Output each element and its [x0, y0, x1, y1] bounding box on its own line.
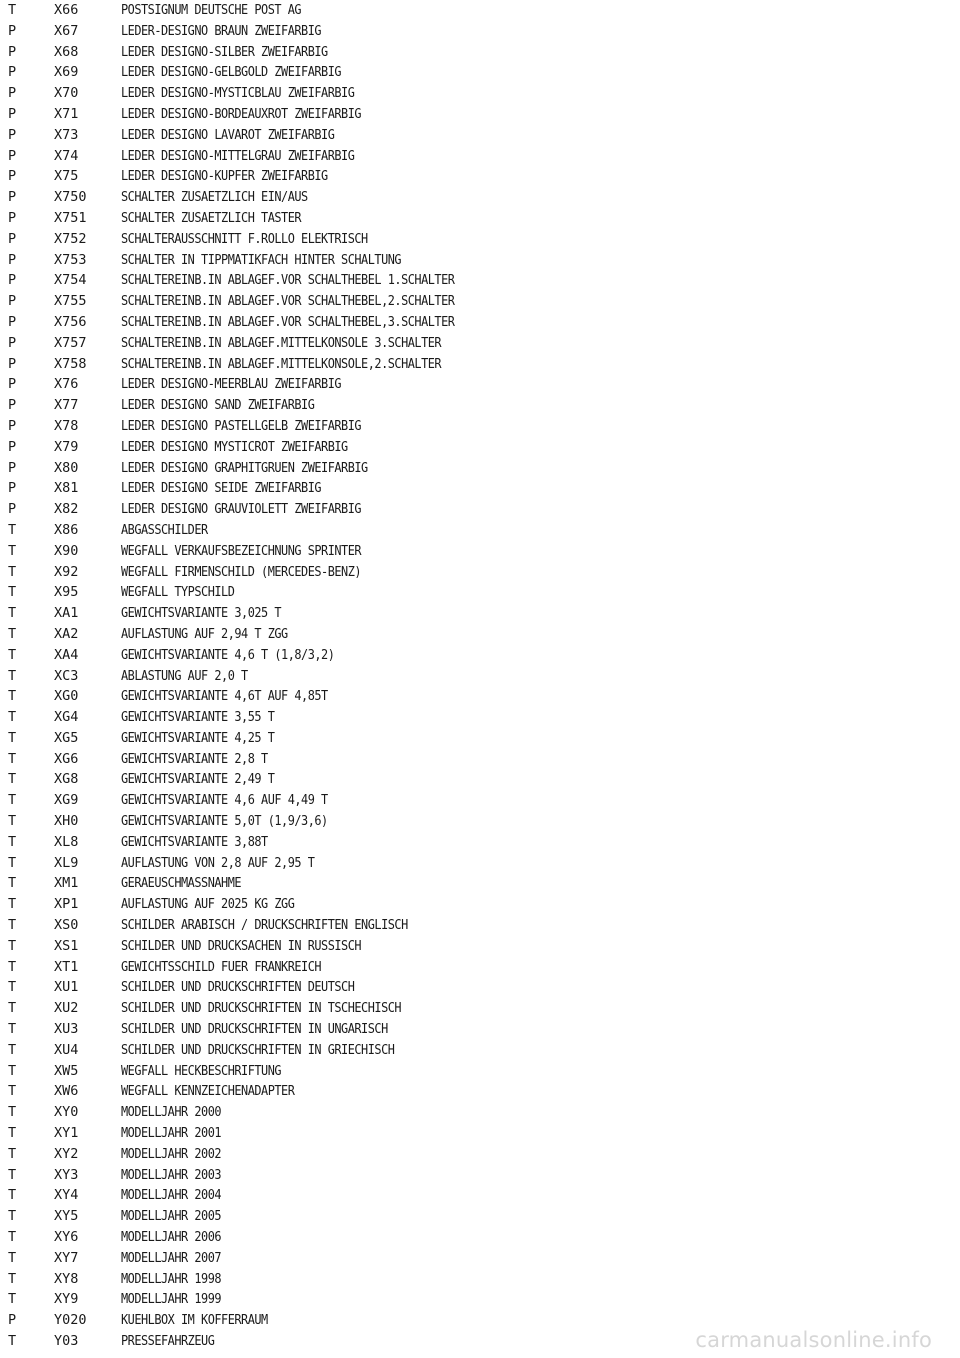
list-item — [0, 666, 960, 687]
list-item — [0, 998, 960, 1019]
option-code: XY1 — [54, 1125, 79, 1142]
code-type: T — [8, 1249, 17, 1266]
option-description: WEGFALL HECKBESCHRIFTUNG — [121, 1062, 282, 1079]
option-code: XY6 — [54, 1229, 79, 1246]
list-item — [0, 811, 960, 832]
code-type: T — [8, 917, 17, 934]
option-code: XT1 — [54, 958, 79, 975]
list-item — [0, 1144, 960, 1165]
option-description: GEWICHTSVARIANTE 4,6 T (1,8/3,2) — [121, 646, 335, 663]
option-description: LEDER DESIGNO-MEERBLAU ZWEIFARBIG — [121, 376, 342, 393]
option-code: XY2 — [54, 1145, 79, 1162]
option-code: X73 — [54, 126, 79, 143]
list-item — [0, 1019, 960, 1040]
list-item — [0, 125, 960, 146]
watermark: carmanualsonline.info — [695, 1328, 932, 1352]
code-type: T — [8, 1208, 17, 1225]
option-description: MODELLJAHR 2005 — [121, 1208, 222, 1225]
list-item — [0, 250, 960, 271]
code-type: T — [8, 896, 17, 913]
option-description: AUFLASTUNG AUF 2025 KG ZGG — [121, 896, 295, 913]
option-code: XW6 — [54, 1083, 79, 1100]
code-type: T — [8, 2, 17, 18]
option-code: X756 — [54, 313, 87, 330]
option-code: X754 — [54, 272, 87, 289]
code-type: P — [8, 209, 17, 226]
option-description: SCHALTER ZUSAETZLICH TASTER — [121, 209, 302, 226]
code-type: T — [8, 646, 17, 663]
option-code: XA2 — [54, 625, 79, 642]
option-description: POSTSIGNUM DEUTSCHE POST AG — [121, 2, 302, 18]
list-item — [0, 499, 960, 520]
list-item — [0, 790, 960, 811]
option-description: MODELLJAHR 2006 — [121, 1229, 222, 1246]
code-type: T — [8, 1270, 17, 1287]
code-type: P — [8, 480, 17, 497]
list-item — [0, 562, 960, 583]
option-description: SCHILDER UND DRUCKSCHRIFTEN DEUTSCH — [121, 979, 355, 996]
list-item — [0, 853, 960, 874]
option-code: Y020 — [54, 1312, 87, 1329]
code-type: T — [8, 771, 17, 788]
code-type: T — [8, 1291, 17, 1308]
option-code: XY4 — [54, 1187, 79, 1204]
code-type: T — [8, 521, 17, 538]
code-type: T — [8, 542, 17, 559]
option-description: SCHALTER ZUSAETZLICH EIN/AUS — [121, 189, 308, 206]
code-type: T — [8, 1166, 17, 1183]
option-code: XA1 — [54, 605, 79, 622]
code-type: P — [8, 272, 17, 289]
code-type: P — [8, 459, 17, 476]
option-description: GEWICHTSVARIANTE 2,8 T — [121, 750, 268, 767]
option-code: XL8 — [54, 833, 79, 850]
option-code: XC3 — [54, 667, 79, 684]
option-description: LEDER DESIGNO SEIDE ZWEIFARBIG — [121, 480, 322, 497]
option-description: ABGASSCHILDER — [121, 521, 208, 538]
list-item — [0, 582, 960, 603]
option-description: LEDER DESIGNO LAVAROT ZWEIFARBIG — [121, 126, 335, 143]
code-type: P — [8, 64, 17, 81]
code-type: P — [8, 22, 17, 39]
option-description: SCHILDER UND DRUCKSACHEN IN RUSSISCH — [121, 937, 362, 954]
option-code: X70 — [54, 85, 79, 102]
option-code: XM1 — [54, 875, 79, 892]
option-description: GEWICHTSVARIANTE 5,0T (1,9/3,6) — [121, 813, 328, 830]
option-description: LEDER-DESIGNO BRAUN ZWEIFARBIG — [121, 22, 322, 39]
option-description: PRESSEFAHRZEUG — [121, 1333, 215, 1349]
code-type: T — [8, 709, 17, 726]
option-description: MODELLJAHR 2004 — [121, 1187, 222, 1204]
list-item — [0, 769, 960, 790]
list-item — [0, 1185, 960, 1206]
option-description: WEGFALL VERKAUFSBEZEICHNUNG SPRINTER — [121, 542, 362, 559]
option-description: SCHALTEREINB.IN ABLAGEF.VOR SCHALTHEBEL 1.SCHALTER — [121, 272, 455, 289]
option-code: X76 — [54, 376, 79, 393]
option-code: X78 — [54, 417, 79, 434]
option-description: MODELLJAHR 1999 — [121, 1291, 222, 1308]
code-type: T — [8, 1187, 17, 1204]
code-type: T — [8, 833, 17, 850]
code-type: P — [8, 43, 17, 60]
option-description: MODELLJAHR 2003 — [121, 1166, 222, 1183]
option-code: XG4 — [54, 709, 79, 726]
code-type: P — [8, 189, 17, 206]
option-description: SCHALTEREINB.IN ABLAGEF.MITTELKONSOLE 3.SCHALTER — [121, 334, 442, 351]
option-code: X753 — [54, 251, 87, 268]
option-description: AUFLASTUNG AUF 2,94 T ZGG — [121, 625, 288, 642]
option-description: SCHALTEREINB.IN ABLAGEF.MITTELKONSOLE,2.SCHALTER — [121, 355, 442, 372]
list-item — [0, 42, 960, 63]
option-code: XG8 — [54, 771, 79, 788]
list-item — [0, 458, 960, 479]
list-item — [0, 1248, 960, 1269]
option-code: XW5 — [54, 1062, 79, 1079]
option-description: LEDER DESIGNO GRAUVIOLETT ZWEIFARBIG — [121, 501, 362, 518]
code-type: P — [8, 126, 17, 143]
code-type: T — [8, 937, 17, 954]
code-type: T — [8, 1083, 17, 1100]
option-description: LEDER DESIGNO-BORDEAUXROT ZWEIFARBIG — [121, 105, 362, 122]
code-type: P — [8, 147, 17, 164]
option-description: MODELLJAHR 2001 — [121, 1125, 222, 1142]
option-description: LEDER DESIGNO PASTELLGELB ZWEIFARBIG — [121, 417, 362, 434]
code-type: T — [8, 1041, 17, 1058]
code-type: P — [8, 397, 17, 414]
list-item — [0, 166, 960, 187]
option-code: X80 — [54, 459, 79, 476]
option-description: MODELLJAHR 2002 — [121, 1145, 222, 1162]
option-description: MODELLJAHR 2007 — [121, 1249, 222, 1266]
code-type: T — [8, 729, 17, 746]
option-description: SCHILDER UND DRUCKSCHRIFTEN IN GRIECHISCH — [121, 1041, 395, 1058]
option-description: LEDER DESIGNO-MYSTICBLAU ZWEIFARBIG — [121, 85, 355, 102]
list-item — [0, 374, 960, 395]
list-item — [0, 894, 960, 915]
list-item — [0, 62, 960, 83]
list-item — [0, 728, 960, 749]
option-code: XY9 — [54, 1291, 79, 1308]
list-item — [0, 270, 960, 291]
list-item — [0, 478, 960, 499]
option-code: X752 — [54, 230, 87, 247]
list-item — [0, 146, 960, 167]
option-description: MODELLJAHR 1998 — [121, 1270, 222, 1287]
option-description: GEWICHTSVARIANTE 4,6T AUF 4,85T — [121, 688, 328, 705]
list-item — [0, 1040, 960, 1061]
code-type: T — [8, 979, 17, 996]
code-type: P — [8, 85, 17, 102]
option-code: XG0 — [54, 688, 79, 705]
list-item — [0, 645, 960, 666]
option-description: GEWICHTSVARIANTE 2,49 T — [121, 771, 275, 788]
code-type: P — [8, 230, 17, 247]
list-item — [0, 104, 960, 125]
option-description: LEDER DESIGNO MYSTICROT ZWEIFARBIG — [121, 438, 348, 455]
option-description: SCHILDER ARABISCH / DRUCKSCHRIFTEN ENGLISCH — [121, 917, 408, 934]
option-description: LEDER DESIGNO-MITTELGRAU ZWEIFARBIG — [121, 147, 355, 164]
option-description: ABLASTUNG AUF 2,0 T — [121, 667, 248, 684]
list-item — [0, 624, 960, 645]
option-code: X92 — [54, 563, 79, 580]
option-description: KUEHLBOX IM KOFFERRAUM — [121, 1312, 268, 1329]
option-code: X751 — [54, 209, 87, 226]
option-description: GEWICHTSVARIANTE 4,25 T — [121, 729, 275, 746]
code-type: T — [8, 688, 17, 705]
option-code: XH0 — [54, 813, 79, 830]
option-description: GEWICHTSVARIANTE 3,88T — [121, 833, 268, 850]
option-description: GEWICHTSVARIANTE 3,55 T — [121, 709, 275, 726]
list-item — [0, 707, 960, 728]
code-type: T — [8, 1125, 17, 1142]
list-item — [0, 229, 960, 250]
option-description: SCHALTERAUSSCHNITT F.ROLLO ELEKTRISCH — [121, 230, 368, 247]
code-type: T — [8, 813, 17, 830]
code-type: P — [8, 313, 17, 330]
option-description: WEGFALL TYPSCHILD — [121, 584, 235, 601]
list-item — [0, 1227, 960, 1248]
code-type: P — [8, 251, 17, 268]
option-description: AUFLASTUNG VON 2,8 AUF 2,95 T — [121, 854, 315, 871]
code-type: T — [8, 875, 17, 892]
option-code: XA4 — [54, 646, 79, 663]
option-code: XY7 — [54, 1249, 79, 1266]
code-type: T — [8, 605, 17, 622]
option-description: WEGFALL KENNZEICHENADAPTER — [121, 1083, 295, 1100]
option-code: X81 — [54, 480, 79, 497]
code-type: P — [8, 417, 17, 434]
option-code: XG6 — [54, 750, 79, 767]
option-description: LEDER DESIGNO GRAPHITGRUEN ZWEIFARBIG — [121, 459, 368, 476]
code-type: T — [8, 1229, 17, 1246]
list-item — [0, 0, 960, 21]
option-description: LEDER DESIGNO-KUPFER ZWEIFARBIG — [121, 168, 328, 185]
code-type: T — [8, 958, 17, 975]
list-item — [0, 977, 960, 998]
code-type: P — [8, 355, 17, 372]
code-type: T — [8, 854, 17, 871]
option-code: X71 — [54, 105, 79, 122]
code-type: T — [8, 1104, 17, 1121]
option-description: SCHALTEREINB.IN ABLAGEF.VOR SCHALTHEBEL,2.SCHALTER — [121, 293, 455, 310]
option-code: X77 — [54, 397, 79, 414]
list-item — [0, 208, 960, 229]
option-code: XS0 — [54, 917, 79, 934]
list-item — [0, 1165, 960, 1186]
list-item — [0, 1123, 960, 1144]
list-item — [0, 83, 960, 104]
list-item — [0, 1269, 960, 1290]
list-item — [0, 416, 960, 437]
list-item — [0, 437, 960, 458]
code-type: P — [8, 293, 17, 310]
option-code: XY3 — [54, 1166, 79, 1183]
list-item — [0, 603, 960, 624]
code-type: T — [8, 1000, 17, 1017]
option-code: X67 — [54, 22, 79, 39]
list-item — [0, 1061, 960, 1082]
code-type: P — [8, 1312, 17, 1329]
option-description: LEDER DESIGNO-GELBGOLD ZWEIFARBIG — [121, 64, 342, 81]
list-item — [0, 957, 960, 978]
list-item — [0, 915, 960, 936]
code-type: P — [8, 376, 17, 393]
list-item — [0, 354, 960, 375]
list-item — [0, 749, 960, 770]
code-type: T — [8, 1021, 17, 1038]
list-item — [0, 1289, 960, 1310]
list-item — [0, 312, 960, 333]
option-description: GEWICHTSVARIANTE 3,025 T — [121, 605, 282, 622]
list-item — [0, 1081, 960, 1102]
option-code: Y03 — [54, 1333, 79, 1349]
list-item — [0, 21, 960, 42]
option-code: X82 — [54, 501, 79, 518]
option-code: XP1 — [54, 896, 79, 913]
option-code: XU2 — [54, 1000, 79, 1017]
code-type: T — [8, 625, 17, 642]
code-type: T — [8, 667, 17, 684]
option-description: SCHALTER IN TIPPMATIKFACH HINTER SCHALTUNG — [121, 251, 402, 268]
option-code: XU4 — [54, 1041, 79, 1058]
option-code: XG9 — [54, 792, 79, 809]
option-code: XU1 — [54, 979, 79, 996]
option-code: X75 — [54, 168, 79, 185]
option-description: GEWICHTSSCHILD FUER FRANKREICH — [121, 958, 322, 975]
list-item — [0, 832, 960, 853]
option-description: SCHILDER UND DRUCKSCHRIFTEN IN UNGARISCH — [121, 1021, 388, 1038]
code-type: T — [8, 1062, 17, 1079]
option-code: XY8 — [54, 1270, 79, 1287]
option-code: X750 — [54, 189, 87, 206]
option-code: X86 — [54, 521, 79, 538]
list-item — [0, 187, 960, 208]
option-description: MODELLJAHR 2000 — [121, 1104, 222, 1121]
code-type: T — [8, 792, 17, 809]
list-item — [0, 936, 960, 957]
list-item — [0, 333, 960, 354]
option-code: X79 — [54, 438, 79, 455]
option-description: LEDER DESIGNO SAND ZWEIFARBIG — [121, 397, 315, 414]
option-description: LEDER DESIGNO-SILBER ZWEIFARBIG — [121, 43, 328, 60]
list-item — [0, 1206, 960, 1227]
code-type: T — [8, 1333, 17, 1349]
list-item — [0, 395, 960, 416]
option-description: GEWICHTSVARIANTE 4,6 AUF 4,49 T — [121, 792, 328, 809]
list-item — [0, 686, 960, 707]
code-type: T — [8, 563, 17, 580]
code-type: T — [8, 1145, 17, 1162]
option-code: XU3 — [54, 1021, 79, 1038]
option-description: SCHALTEREINB.IN ABLAGEF.VOR SCHALTHEBEL,3.SCHALTER — [121, 313, 455, 330]
list-item — [0, 541, 960, 562]
list-item — [0, 1102, 960, 1123]
list-item — [0, 873, 960, 894]
option-code: X69 — [54, 64, 79, 81]
code-type: P — [8, 168, 17, 185]
option-code: X758 — [54, 355, 87, 372]
option-code: X74 — [54, 147, 79, 164]
code-type: P — [8, 334, 17, 351]
option-description: GERAEUSCHMASSNAHME — [121, 875, 242, 892]
list-item — [0, 520, 960, 541]
option-code: X95 — [54, 584, 79, 601]
code-type: P — [8, 501, 17, 518]
option-code: X755 — [54, 293, 87, 310]
code-type: T — [8, 750, 17, 767]
option-code: X66 — [54, 2, 79, 18]
option-code: XS1 — [54, 937, 79, 954]
option-description: WEGFALL FIRMENSCHILD (MERCEDES-BENZ) — [121, 563, 362, 580]
option-code: X90 — [54, 542, 79, 559]
option-code: XY0 — [54, 1104, 79, 1121]
option-code: X68 — [54, 43, 79, 60]
code-type: P — [8, 438, 17, 455]
code-type: P — [8, 105, 17, 122]
option-code: XG5 — [54, 729, 79, 746]
list-item — [0, 291, 960, 312]
code-type: T — [8, 584, 17, 601]
option-code: XL9 — [54, 854, 79, 871]
option-code: X757 — [54, 334, 87, 351]
option-description: SCHILDER UND DRUCKSCHRIFTEN IN TSCHECHISCH — [121, 1000, 402, 1017]
option-code: XY5 — [54, 1208, 79, 1225]
